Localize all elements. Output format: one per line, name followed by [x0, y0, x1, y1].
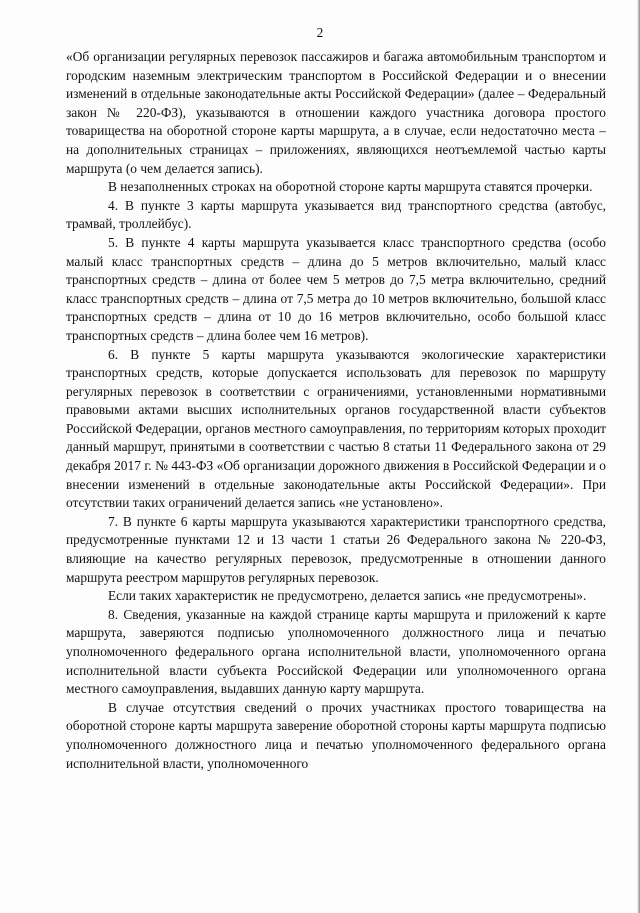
- page-number: 2: [316, 25, 324, 40]
- paragraph-item-6: 6. В пункте 5 карты маршрута указываются экологические характеристики транспортных средств, которые допускается использовать для перевозок по маршруту регулярных перевозок в соответствии с ограничениями, установленными нормативными правовыми актами высших исполнительных органов государственной власти субъектов Российской Федерации, органов местного самоуправления, по территориям которых проходит данный маршрут, принятыми в соответствии с частью 8 статьи 11 Федерального закона от 29 декабря 2017 г. № 443-ФЗ «Об организации дорожного движения в Российской Федерации и о внесении изменений в отдельные законодательные акты Российской Федерации». При отсутствии таких ограничений делается запись «не установлено».: [66, 346, 606, 511]
- paragraph-item-4: 4. В пункте 3 карты маршрута указывается вид транспортного средства (автобус, трамвай, троллейбус).: [66, 197, 606, 232]
- paragraph-item-5: 5. В пункте 4 карты маршрута указывается класс транспортного средства (особо малый класс транспортных средств – длина до 5 метров включительно, малый класс транспортных средств – длина от более чем 5 метров до 7,5 метра включительно, средний класс транспортных средств – длина от 7,5 метра до 10 метров включительно, большой класс транспортных средств – длина от 10 до 16 метров включительно, особо большой класс транспортных средств – длина более чем 16 метров).: [66, 234, 606, 343]
- paragraph-blank-lines: В незаполненных строках на оборотной стороне карты маршрута ставятся прочерки.: [108, 179, 593, 195]
- document-body: [66, 48, 606, 773]
- paragraph-reverse-side: В случае отсутствия сведений о прочих участниках простого товарищества на оборотной стороне карты маршрута заверение оборотной стороны карты маршрута подписью уполномоченного должностного лица и печатью уполномоченного федерального органа исполнительной власти, уполномоченного: [66, 699, 606, 771]
- paragraph-continuation: «Об организации регулярных перевозок пассажиров и багажа автомобильным транспортом и городским наземным электрическим транспортом в Российской Федерации и о внесении изменений в отдельные законодательные акты Российской Федерации» (далее – Федеральный закон № 220-ФЗ), указываются в отношении каждого участника договора простого товарищества на оборотной стороне карты маршрута, а в случае, если недостаточно места – на дополнительных страницах – приложениях, являющихся неотъемлемой частью карты маршрута (о чем делается запись).: [66, 49, 606, 176]
- paragraph-item-7: 7. В пункте 6 карты маршрута указываются характеристики транспортного средства, предусмотренные пунктами 12 и 13 части 1 статьи 26 Федерального закона № 220-ФЗ, влияющие на качество регулярных перевозок, предусмотренные в отношении данного маршрута реестром маршрутов регулярных перевозок.: [66, 513, 606, 585]
- paragraph-no-characteristics: Если таких характеристик не предусмотрено, делается запись «не предусмотрены».: [108, 588, 587, 604]
- paragraph-item-8: 8. Сведения, указанные на каждой странице карты маршрута и приложений к карте маршрута, заверяются подписью уполномоченного должностного лица и печатью уполномоченного федерального органа исполнительной власти, уполномоченного органа исполнительной власти субъекта Российской Федерации или уполномоченного органа местного самоуправления, выдавших данную карту маршрута.: [66, 606, 606, 697]
